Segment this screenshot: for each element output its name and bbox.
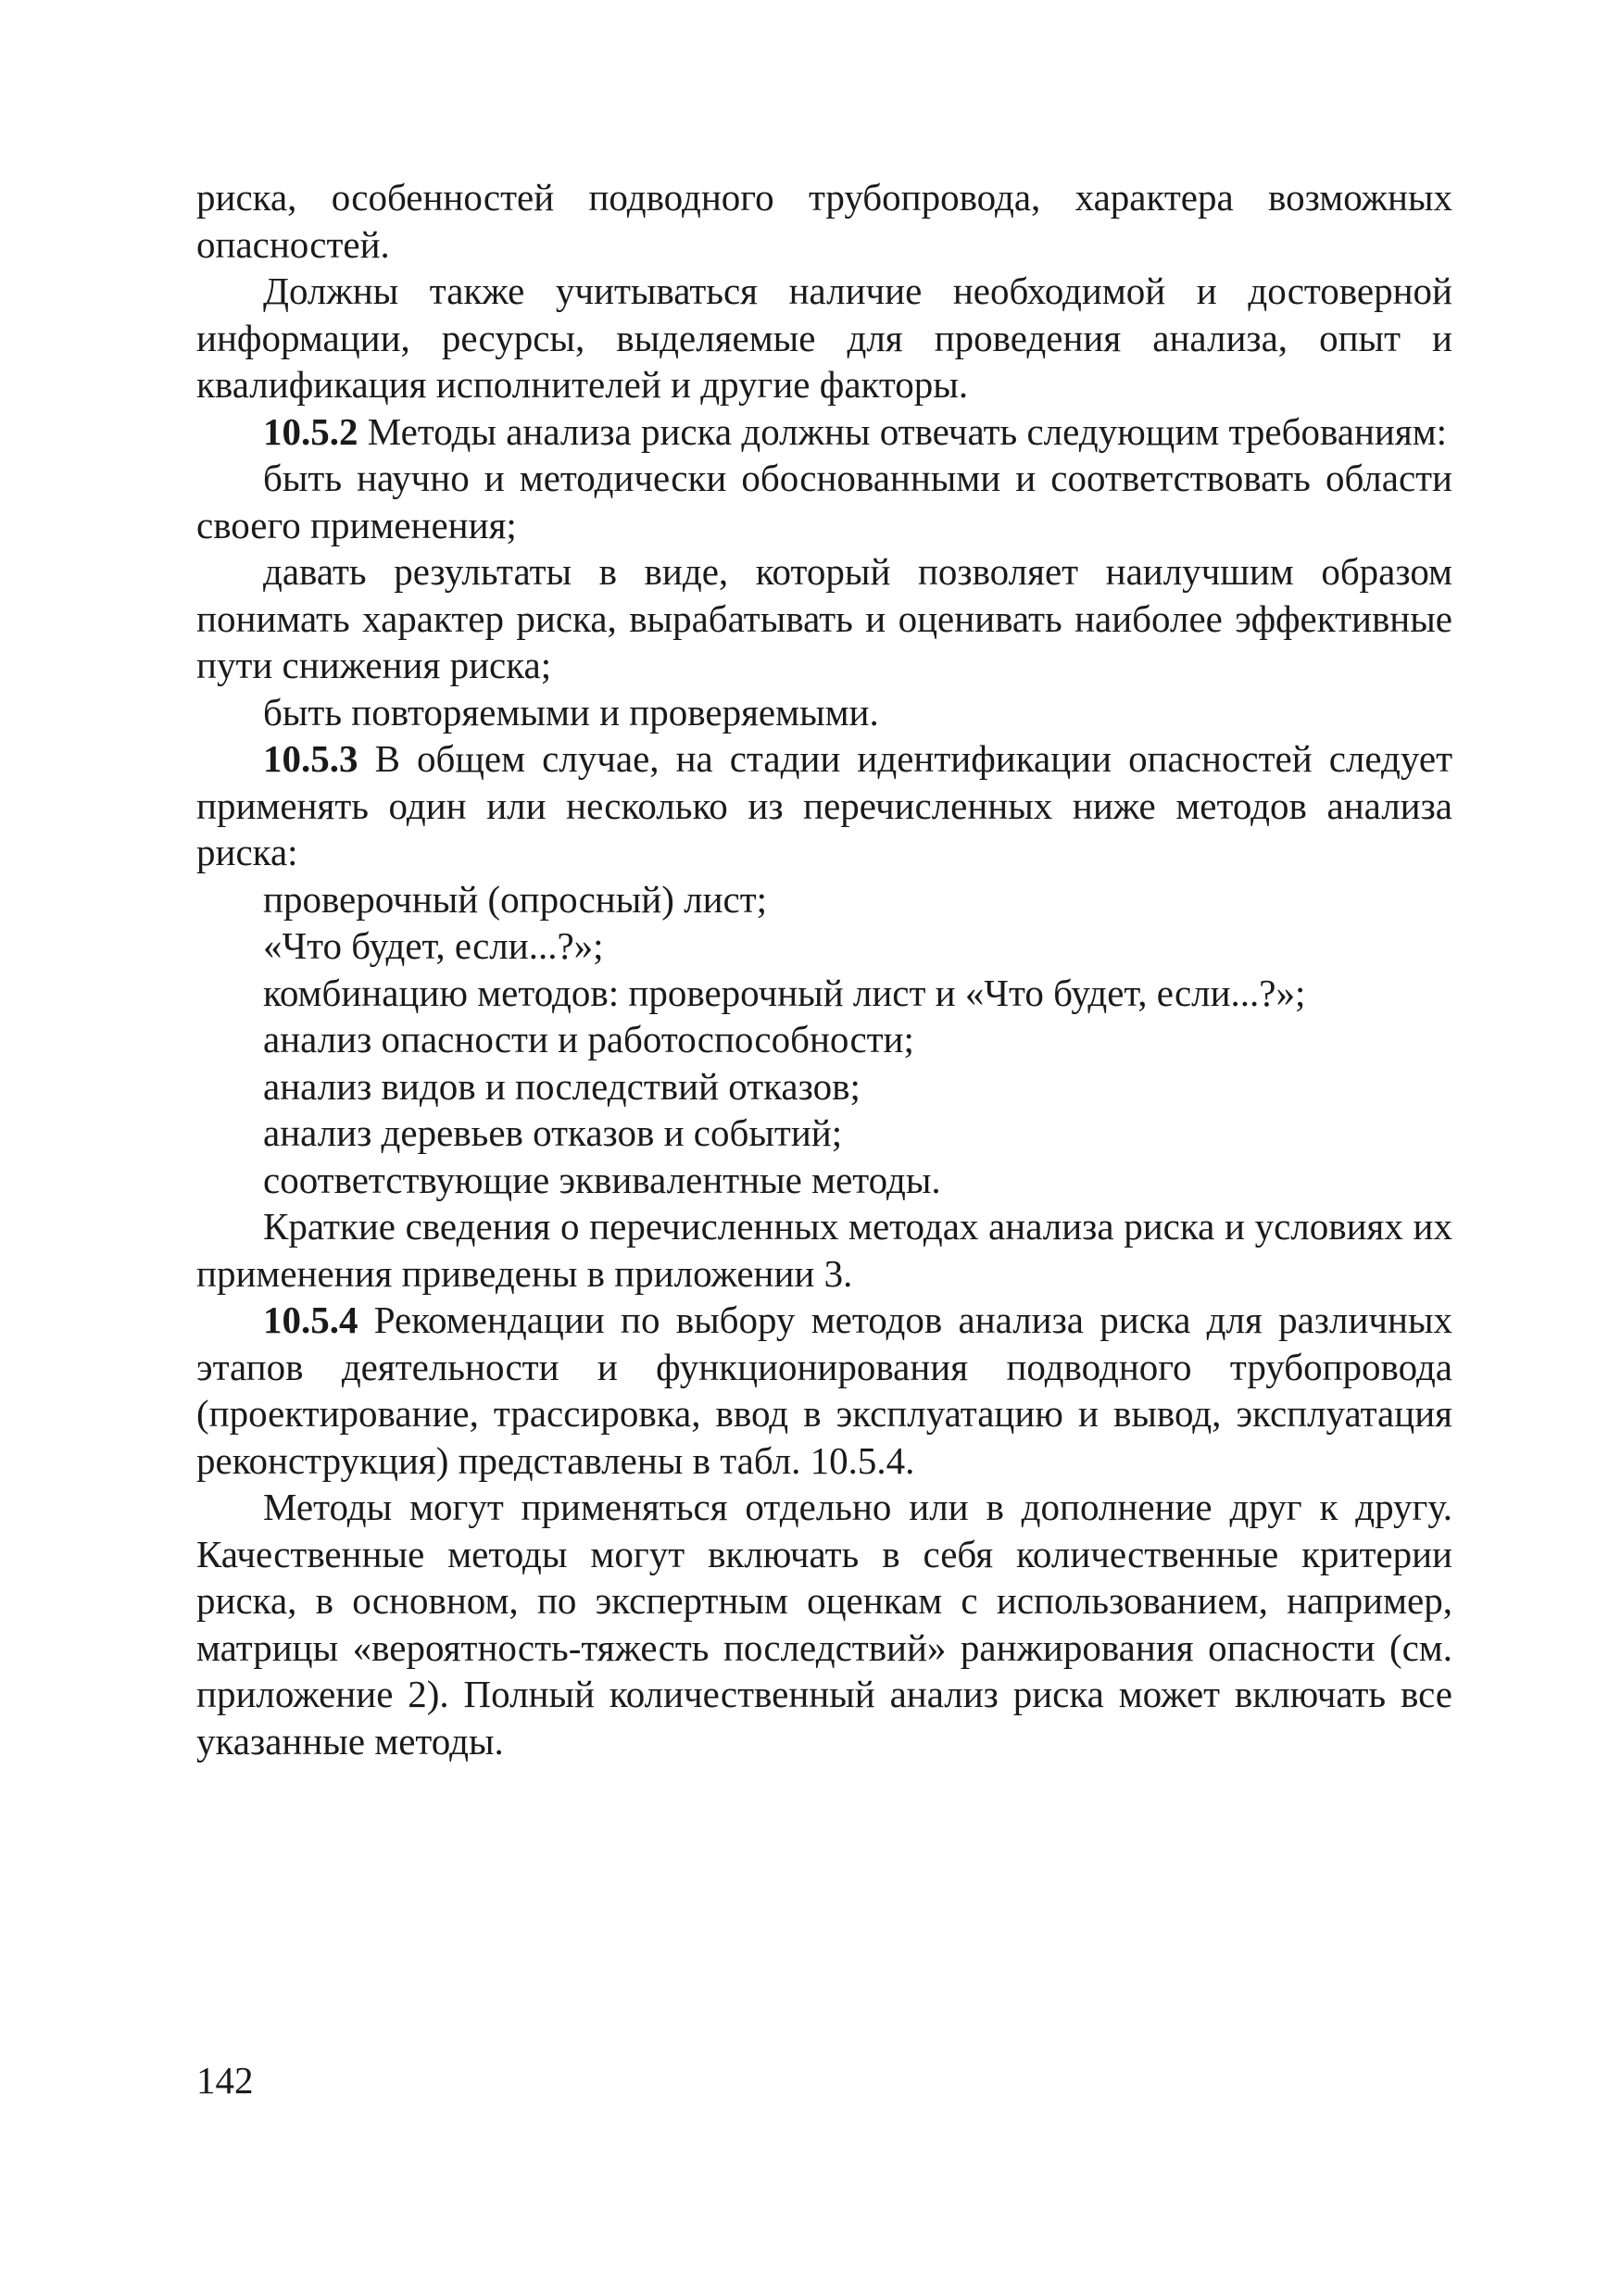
- paragraph-summary: Краткие сведения о перечисленных методах анализа риска и условиях их применения приведены в приложении 3.: [196, 1205, 1452, 1295]
- section-number: 10.5.2: [263, 409, 358, 453]
- page-body: [196, 174, 1452, 1764]
- method-item: анализ опасности и работоспособности;: [263, 1018, 914, 1060]
- method-item: «Что будет, если...?»;: [263, 924, 604, 967]
- method-item: анализ деревьев отказов и событий;: [263, 1111, 843, 1154]
- paragraph-continuation: риска, особенностей подводного трубопровода, характера возможных опасностей.: [196, 176, 1452, 266]
- method-item: соответствующие эквивалентные методы.: [263, 1158, 941, 1201]
- section-number: 10.5.3: [263, 737, 358, 780]
- requirement-item: быть повторяемыми и проверяемыми.: [263, 690, 879, 734]
- section-10-5-2: [196, 408, 1452, 456]
- method-item: проверочный (опросный) лист;: [263, 877, 768, 921]
- page-number: 142: [196, 2059, 254, 2102]
- paragraph-final: Методы могут применяться отдельно или в дополнение друг к другу. Качественные методы могут включать в себя количественные критерии риска, в основном, по экспертным оценкам с использованием, например, матрицы «вероятность-тяжесть последствий» ранжирования опасности (см. приложение 2). Полный количественный анализ риска может включать все указанные методы.: [196, 1486, 1452, 1763]
- requirement-item: давать результаты в виде, который позволяет наилучшим образом понимать характер риска, вырабатывать и оценивать наиболее эффективные пути снижения риска;: [196, 550, 1452, 686]
- requirement-item: быть научно и методически обоснованными и соответствовать области своего применения;: [196, 457, 1452, 546]
- section-number: 10.5.4: [263, 1299, 358, 1341]
- section-10-5-4: [196, 1297, 1452, 1484]
- section-text: Методы анализа риска должны отвечать следующим требованиям:: [358, 409, 1448, 453]
- method-item: комбинацию методов: проверочный лист и «Что будет, если...?»;: [263, 971, 1306, 1014]
- paragraph-factors: Должны также учитываться наличие необходимой и достоверной информации, ресурсы, выделяемые для проведения анализа, опыт и квалификация исполнителей и другие факторы.: [196, 270, 1452, 406]
- section-10-5-3: [196, 735, 1452, 876]
- section-text: В общем случае, на стадии идентификации опасностей следует применять один или несколько из перечисленных ниже методов анализа риска:: [196, 737, 1452, 873]
- method-item: анализ видов и последствий отказов;: [263, 1064, 861, 1108]
- section-text: Рекомендации по выбору методов анализа риска для различных этапов деятельности и функционирования подводного трубопровода (проектирование, трассировка, ввод в эксплуатацию и вывод, эксплуатация реконструкция) представлены в табл. 10.5.4.: [196, 1299, 1452, 1482]
